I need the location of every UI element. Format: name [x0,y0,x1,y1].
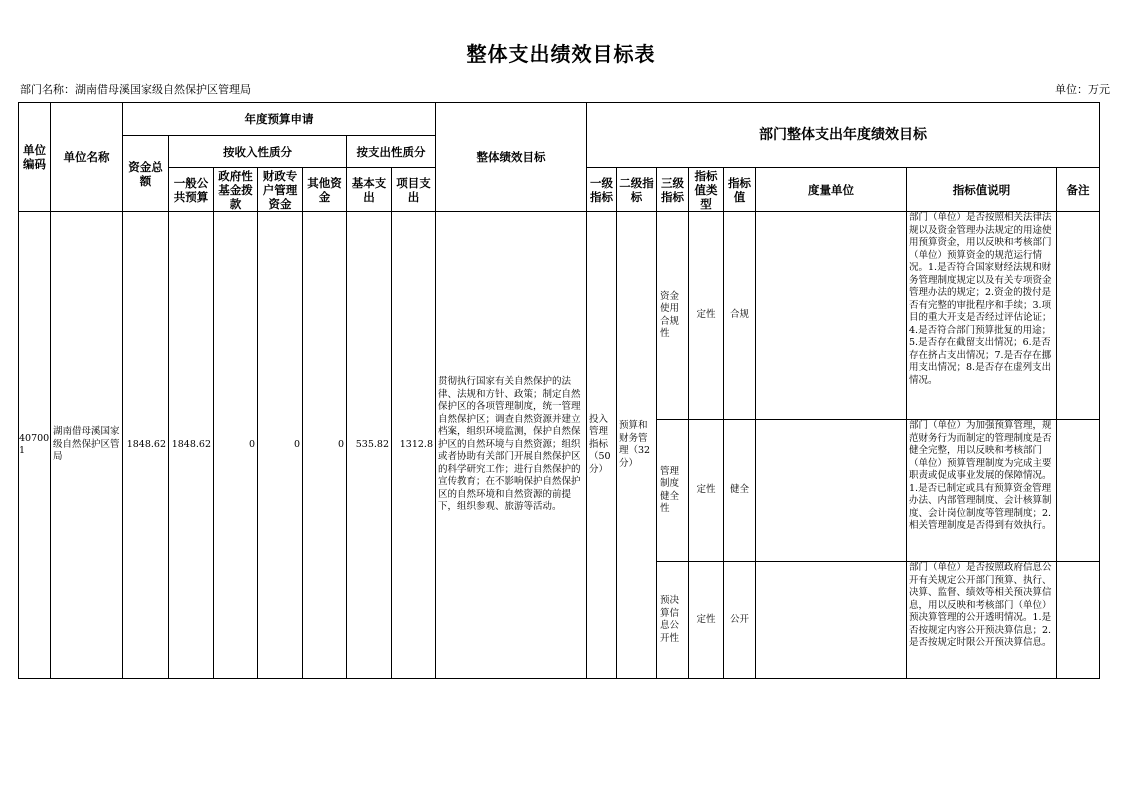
page-title: 整体支出绩效目标表 [466,42,656,66]
cell-remark [1057,212,1100,420]
header-indicator-desc: 指标值说明 [907,168,1057,212]
header-measure-unit: 度量单位 [756,168,907,212]
header-total-funds: 资金总额 [123,136,169,212]
cell-remark [1057,420,1100,562]
cell-indicator-value: 公开 [724,562,756,679]
cell-other-funds: 0 [303,212,347,679]
cell-indicator-type: 定性 [689,420,724,562]
header-gov-fund: 政府性基金拨款 [214,168,258,212]
unit-label: 单位：万元 [1055,83,1110,96]
cell-fiscal-special: 0 [258,212,303,679]
header-remark: 备注 [1057,168,1100,212]
cell-basic-expense: 535.82 [347,212,392,679]
header-level2: 二级指标 [617,168,657,212]
header-other-funds: 其他资金 [303,168,347,212]
cell-indicator-desc: 部门（单位）是否按照政府信息公开有关规定公开部门预算、执行、决算、监督、绩效等相关预决算信息，用以反映和考核部门（单位）预决算管理的公开透明情况。1.是否按规定内容公开预决算信息；2.是否按规定时限公开预决算信息。 [909,562,1052,648]
cell-level2: 预算和财务管理（32分） [617,212,657,679]
performance-table [18,102,1100,679]
header-project-expense: 项目支出 [392,168,436,212]
header-by-income: 按收入性质分 [169,136,347,168]
header-annual-budget: 年度预算申请 [123,103,436,136]
cell-unit-code: 407001 [19,212,51,679]
header-by-expense: 按支出性质分 [347,136,436,168]
cell-gov-fund: 0 [214,212,258,679]
cell-indicator-value: 合规 [724,212,756,420]
cell-unit-name: 湖南借母溪国家级自然保护区管局 [51,212,123,679]
header-dept-goal: 部门整体支出年度绩效目标 [587,103,1100,168]
cell-level3: 管理制度健全性 [657,420,689,562]
header-level1: 一级指标 [587,168,617,212]
header-overall-goal: 整体绩效目标 [436,103,587,212]
header-unit-code: 单位编码 [19,103,51,212]
cell-indicator-desc: 部门（单位）为加强预算管理，规范财务行为而制定的管理制度是否健全完整，用以反映和考核部门（单位）预算管理制度为完成主要职责或促成事业发展的保障情况。1.是否已制定或具有预算资金管理办法、内部管理制度、会计核算制度、会计岗位制度等管理制度；2.相关管理制度是否得到有效执行。 [909,420,1052,531]
cell-total-funds: 1848.62 [123,212,169,679]
header-general-budget: 一般公共预算 [169,168,214,212]
cell-project-expense: 1312.8 [392,212,436,679]
cell-indicator-desc: 部门（单位）是否按照相关法律法规以及资金管理办法规定的用途使用预算资金，用以反映和考核部门（单位）预算资金的规范运行情况。1.是否符合国家财经法规和财务管理制度规定以及有关专项资金管理办法的规定；2.资金的拨付是否有完整的审批程序和手续；3.项目的重大开支是否经过评估论证；4.是否符合部门预算批复的用途；5.是否存在截留支出情况；6.是否存在挤占支出情况；7.是否存在挪用支出情况；8.是否存在虚列支出情况。 [909,212,1052,386]
cell-general-budget: 1848.62 [169,212,214,679]
cell-overall-goal: 贯彻执行国家有关自然保护的法律、法规和方针、政策；制定自然保护区的各项管理制度，统一管理自然保护区；调查自然资源并建立档案，组织环境监测，保护自然保护区的自然环境与自然资源；组织或者协助有关部门开展自然保护区的科学研究工作；进行自然保护的宣传教育；在不影响保护自然保护区的自然环境和自然资源的前提下，组织参观、旅游等活动。 [436,212,587,679]
cell-measure-unit [756,212,907,420]
department-label: 部门名称：湖南借母溪国家级自然保护区管理局 [20,83,251,96]
cell-measure-unit [756,562,907,679]
cell-indicator-value: 健全 [724,420,756,562]
cell-level1: 投入管理指标（50分） [587,212,617,679]
cell-measure-unit [756,420,907,562]
header-level3: 三级指标 [657,168,689,212]
cell-indicator-type: 定性 [689,562,724,679]
cell-remark [1057,562,1100,679]
header-basic-expense: 基本支出 [347,168,392,212]
cell-level3: 资金使用合规性 [657,212,689,420]
table-row [19,212,1100,420]
cell-indicator-type: 定性 [689,212,724,420]
header-fiscal-special: 财政专户管理资金 [258,168,303,212]
cell-level3: 预决算信息公开性 [657,562,689,679]
header-unit-name: 单位名称 [51,103,123,212]
header-indicator-type: 指标值类型 [689,168,724,212]
header-indicator-value: 指标值 [724,168,756,212]
